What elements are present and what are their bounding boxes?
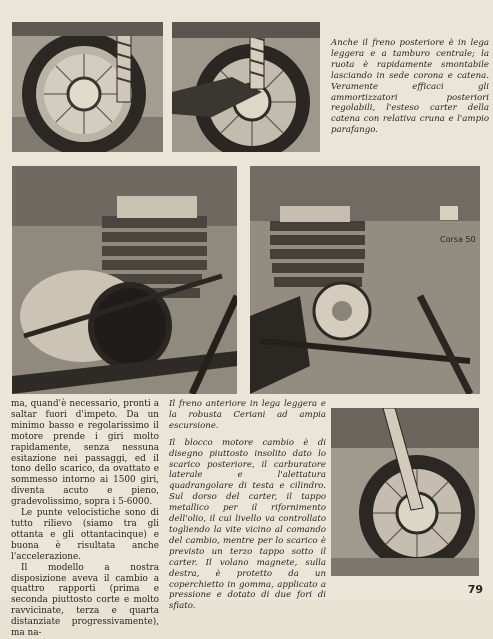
photo-rear-suspension — [172, 22, 320, 152]
caption-engine-block: Il blocco motore cambio è di disegno piuttosto insolito dato lo scarico posteriore, il carburatore laterale e l'alettatura quadrangolare di testa e cilindro. Sul dorso del carter, il tappo metallico per il rifornimento dell'olio, il cui livello va controllato togliendo la vite vicino al comando del cambio, mentre per lo scarico è previsto un terzo tappo sotto il carter. Il volano magnete, sulla destra, è protetto da un coperchietto in gomma, applicato a pressione e dotato di due fori di sfiato. — [169, 437, 326, 612]
paragraph: ma, quand'è necessario, pronti a saltar fuori d'impeto. Da un minimo basso e regolarissimo il motore prende i giri molto rapidamente, senza nessuna esitazione nei passaggi, ed il tono dello scarico, da ovattato e sommesso intorno ai 1500 giri, diventa acuto e pieno, gradevolissimo, sopra i 5-6000. — [11, 399, 159, 508]
photo-engine-right — [250, 166, 480, 394]
photo-front-fork — [331, 408, 479, 576]
article-text-left-column — [11, 399, 159, 639]
page-number: 79 — [467, 583, 483, 596]
svg-text:Corsa 50: Corsa 50 — [440, 235, 476, 244]
caption-middle-column — [169, 399, 326, 612]
photo-rear-wheel-left — [12, 22, 163, 152]
caption-front-brake: Il freno anteriore in lega leggera e la robusta Ceriani ad ampia escursione. — [169, 399, 326, 431]
photo-engine-left — [12, 166, 237, 394]
paragraph: Le punte velocistiche sono di tutto rilievo (siamo tra gli ottanta e gli ottantacinque) e buona è risultata anche l'accelerazione. — [11, 508, 159, 562]
caption-rear-brake: Anche il freno posteriore è in lega leggera e a tamburo centrale; la ruota è rapidamente smontabile lasciando in sede corona e catena. Veramente efficaci gli ammortizzatori posteriori regolabili, l'esteso carter della catena con relativa cruna e l'ampio parafango. — [331, 38, 489, 136]
paragraph: Il modello a nostra disposizione aveva il cambio a quattro rapporti (prima e seconda piuttosto corte e molto ravvicinate, terza e quarta distanziate progressivamente), ma na- — [11, 562, 159, 639]
